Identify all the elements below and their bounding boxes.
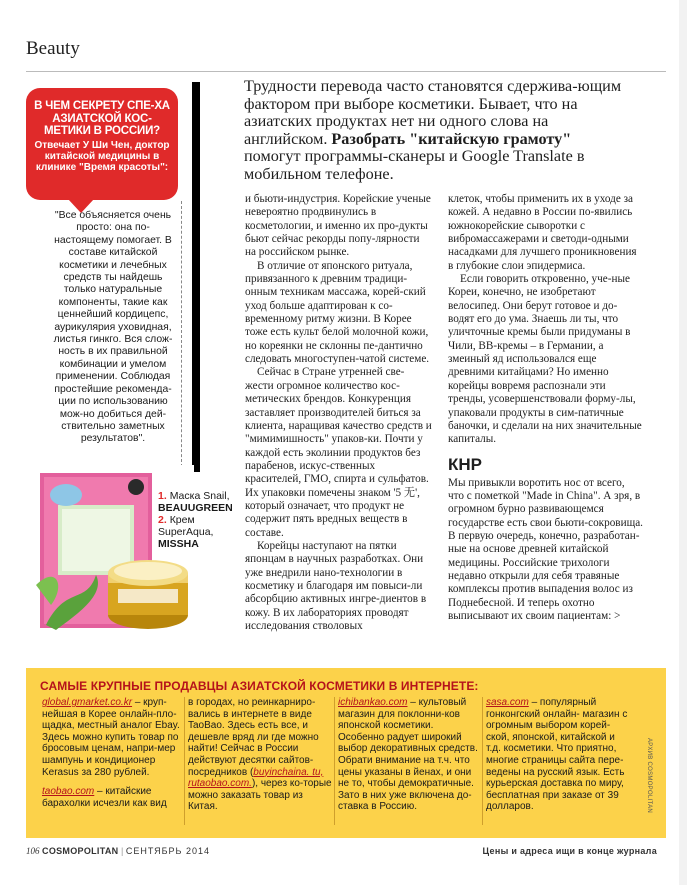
sellers-title: САМЫЕ КРУПНЫЕ ПРОДАВЦЫ АЗИАТСКОЙ КОСМЕТИКИ В ИНТЕРНЕТЕ: bbox=[40, 679, 479, 693]
seller-link-gmarket[interactable]: global.gmarket.co.kr bbox=[42, 697, 133, 708]
page-edge-shadow bbox=[679, 0, 687, 885]
paragraph: Если говорить откровенно, уче-ные Кореи, конечно, не изобретают велосипед. Они берут готовое и до-водят его до ума. Знаешь ли ты, что уличточные кремы были придуманы в Чили, BB-кремы – в Германии, а змеиный яд использовался еще древними китайцами? Но именно корейцы вовремя распознали эти тренды, усовершенствовали форму-лы, упаковали продукты в сим-патичные баночки, и сделали на них значительные капиталы. bbox=[448, 273, 642, 446]
badge-question: В ЧЕМ СЕКРЕТУ СПЕ-ХА АЗИАТСКОЙ КОС-МЕТИКИ В РОССИИ? bbox=[34, 100, 170, 137]
issue-date: СЕНТЯБРЬ 2014 bbox=[125, 846, 210, 856]
expert-quote: "Все объясняется очень просто: она по-настоящему помогает. В составе китайской косметики и лечебных средств ты найдешь только натуральные компоненты, такие как ценнейший кордицепс, аурикулярия уховидная, листья гинкго. Вся слож-ность в их правильной комбинации и умелом применении. Соблюдая простейшие рекоменда-ции по использованию мож-но добиться дей-ствительно заметных результатов". bbox=[53, 210, 173, 445]
product-item: 2. Крем SuperAqua, MISSHA bbox=[158, 514, 214, 550]
subheading: КНР bbox=[448, 454, 482, 474]
seller-column-4: sasa.com – популярный гонконгский онлайн- магазин с огромным выбором корей-ской, японской, китайской и т.д. косметики. Что приятно, многие страницы сайта пере-ведены на русский язык. Есть курьерская доставка по миру, бесплатная при заказе от 39 долларов. bbox=[486, 697, 628, 813]
section-title: Beauty bbox=[26, 38, 80, 59]
seller-link-intermediaries[interactable]: buyinchaina. tu, rutaobao.com. bbox=[188, 766, 324, 790]
page-number: 106 bbox=[26, 846, 40, 856]
product-list bbox=[158, 490, 238, 550]
paragraph: клеток, чтобы применить их в уходе за кожей. А недавно в России по-явились южнокорейские сыворотки с вибромассажерами и светоди-одными насадками для лучшего проникновения в глубокие слои эпидермиса. bbox=[448, 193, 637, 272]
paragraph: Мы привыкли воротить нос от всего, что с пометкой "Made in China". А зря, в огромном бурно развивающемся государстве есть свои бьюти-сокровища. В первую очередь, конечно, разработан-ные на основе древней китайской медицины. Российские трихологи недавно открыли для себя травяные комплексы против выпадения волос из Поднебесной. И теперь охотно выписывают их своим пациентам: > bbox=[448, 476, 643, 622]
top-rule bbox=[26, 71, 666, 72]
seller-link-ichibankao[interactable]: ichibankao.com bbox=[338, 697, 408, 708]
footer-note: Цены и адреса ищи в конце журнала bbox=[482, 846, 657, 856]
paragraph: Сейчас в Стране утренней све-жести огромное количество кос-метических брендов. Конкуренция заставляет производителей биться за клиента, наращивая качество средств и "мимимишность" упаков-ки. Почти у каждой есть эколинии продуктов без парабенов, искус-ственных красителей, ГМО, спирта и сульфатов. Их упаковки помечены знаком '5 无', который означает, что продукт не содержит пять вредных веществ в составе. bbox=[245, 366, 432, 539]
seller-link-sasa[interactable]: sasa.com bbox=[486, 697, 529, 708]
footer-separator: | bbox=[120, 846, 124, 856]
seller-column-2: в городах, но реинкарниро-вались в интернете в виде TaoBao. Здесь есть все, и дешевле вряд ли где можно найти! Сейчас в России действуют десятки сайтов-посредников (buyinchaina. tu, rutaobao.com.), через ко-торые можно заказать товар из Китая. bbox=[188, 697, 332, 813]
photo-credit: АРХИВ COSMOPOLITAN bbox=[646, 738, 652, 814]
seller-column-1: global.gmarket.co.kr – круп-нейшая в Корее онлайн-пло-щадка, местный аналог Ebay. Здесь можно купить товар по бросовым ценам, напри-мер шампунь и кондиционер Kerasus за 280 рублей. taobao.com – китайские барахолки исчезли как вид bbox=[42, 697, 180, 809]
paragraph: и бьюти-индустрия. Корейские ученые невероятно продвинулись в косметологии, и именно их про-дукты бьют сейчас рекорды попу-лярности на российском рынке. bbox=[245, 193, 431, 259]
lead-paragraph: Трудности перевода часто становятся сдержива-ющим фактором при выборе косметики. Бывает, что на азиатских продуктах нет ни одного слова на английском. Разобрать "китайскую грамоту" помогут программы-сканеры и Google Translate в мобильном телефоне. bbox=[244, 77, 622, 183]
paragraph: Корейцы наступают на пятки японцам в научных разработках. Они уже внедрили нано-технологии в косметику и благодаря им повыси-ли абсорбцию активных ингре-диентов в кожу. В их лабораториях проводят исследования стволовых bbox=[245, 539, 427, 632]
seller-link-taobao[interactable]: taobao.com bbox=[42, 786, 95, 798]
vertical-black-bar bbox=[192, 82, 200, 472]
paragraph: В отличие от японского ритуала, привязанного к древним традици-онным техникам массажа, корей-ский уход больше адаптирован к со-временному ритму жизни. В Корее тоже есть культ белой молочной кожи, но кореянки не склонны пе-дантично следовать многоступен-чатой системе. bbox=[245, 259, 430, 366]
product-item: 1. Маска Snail, BEAUUGREEN bbox=[158, 490, 233, 514]
article-column-1 bbox=[245, 193, 433, 633]
column-divider bbox=[184, 697, 185, 825]
seller-column-3: ichibankao.com – культовый магазин для поклонни-ков японской косметики. Особенно радует широкий выбор декоративных средств. Обрати внимание на т.ч. что цены указаны в йенах, и они не то, чтобы демократичные. Зато в них уже включена до-ставка в Россию. bbox=[338, 697, 478, 813]
article-column-2 bbox=[448, 193, 643, 623]
column-divider bbox=[482, 697, 483, 825]
badge-answer: Отвечает У Ши Чен, доктор китайской медицины в клинике "Время красоты": bbox=[34, 139, 170, 173]
magazine-name: COSMOPOLITAN bbox=[42, 846, 119, 856]
column-divider bbox=[334, 697, 335, 825]
expert-badge bbox=[26, 88, 178, 200]
